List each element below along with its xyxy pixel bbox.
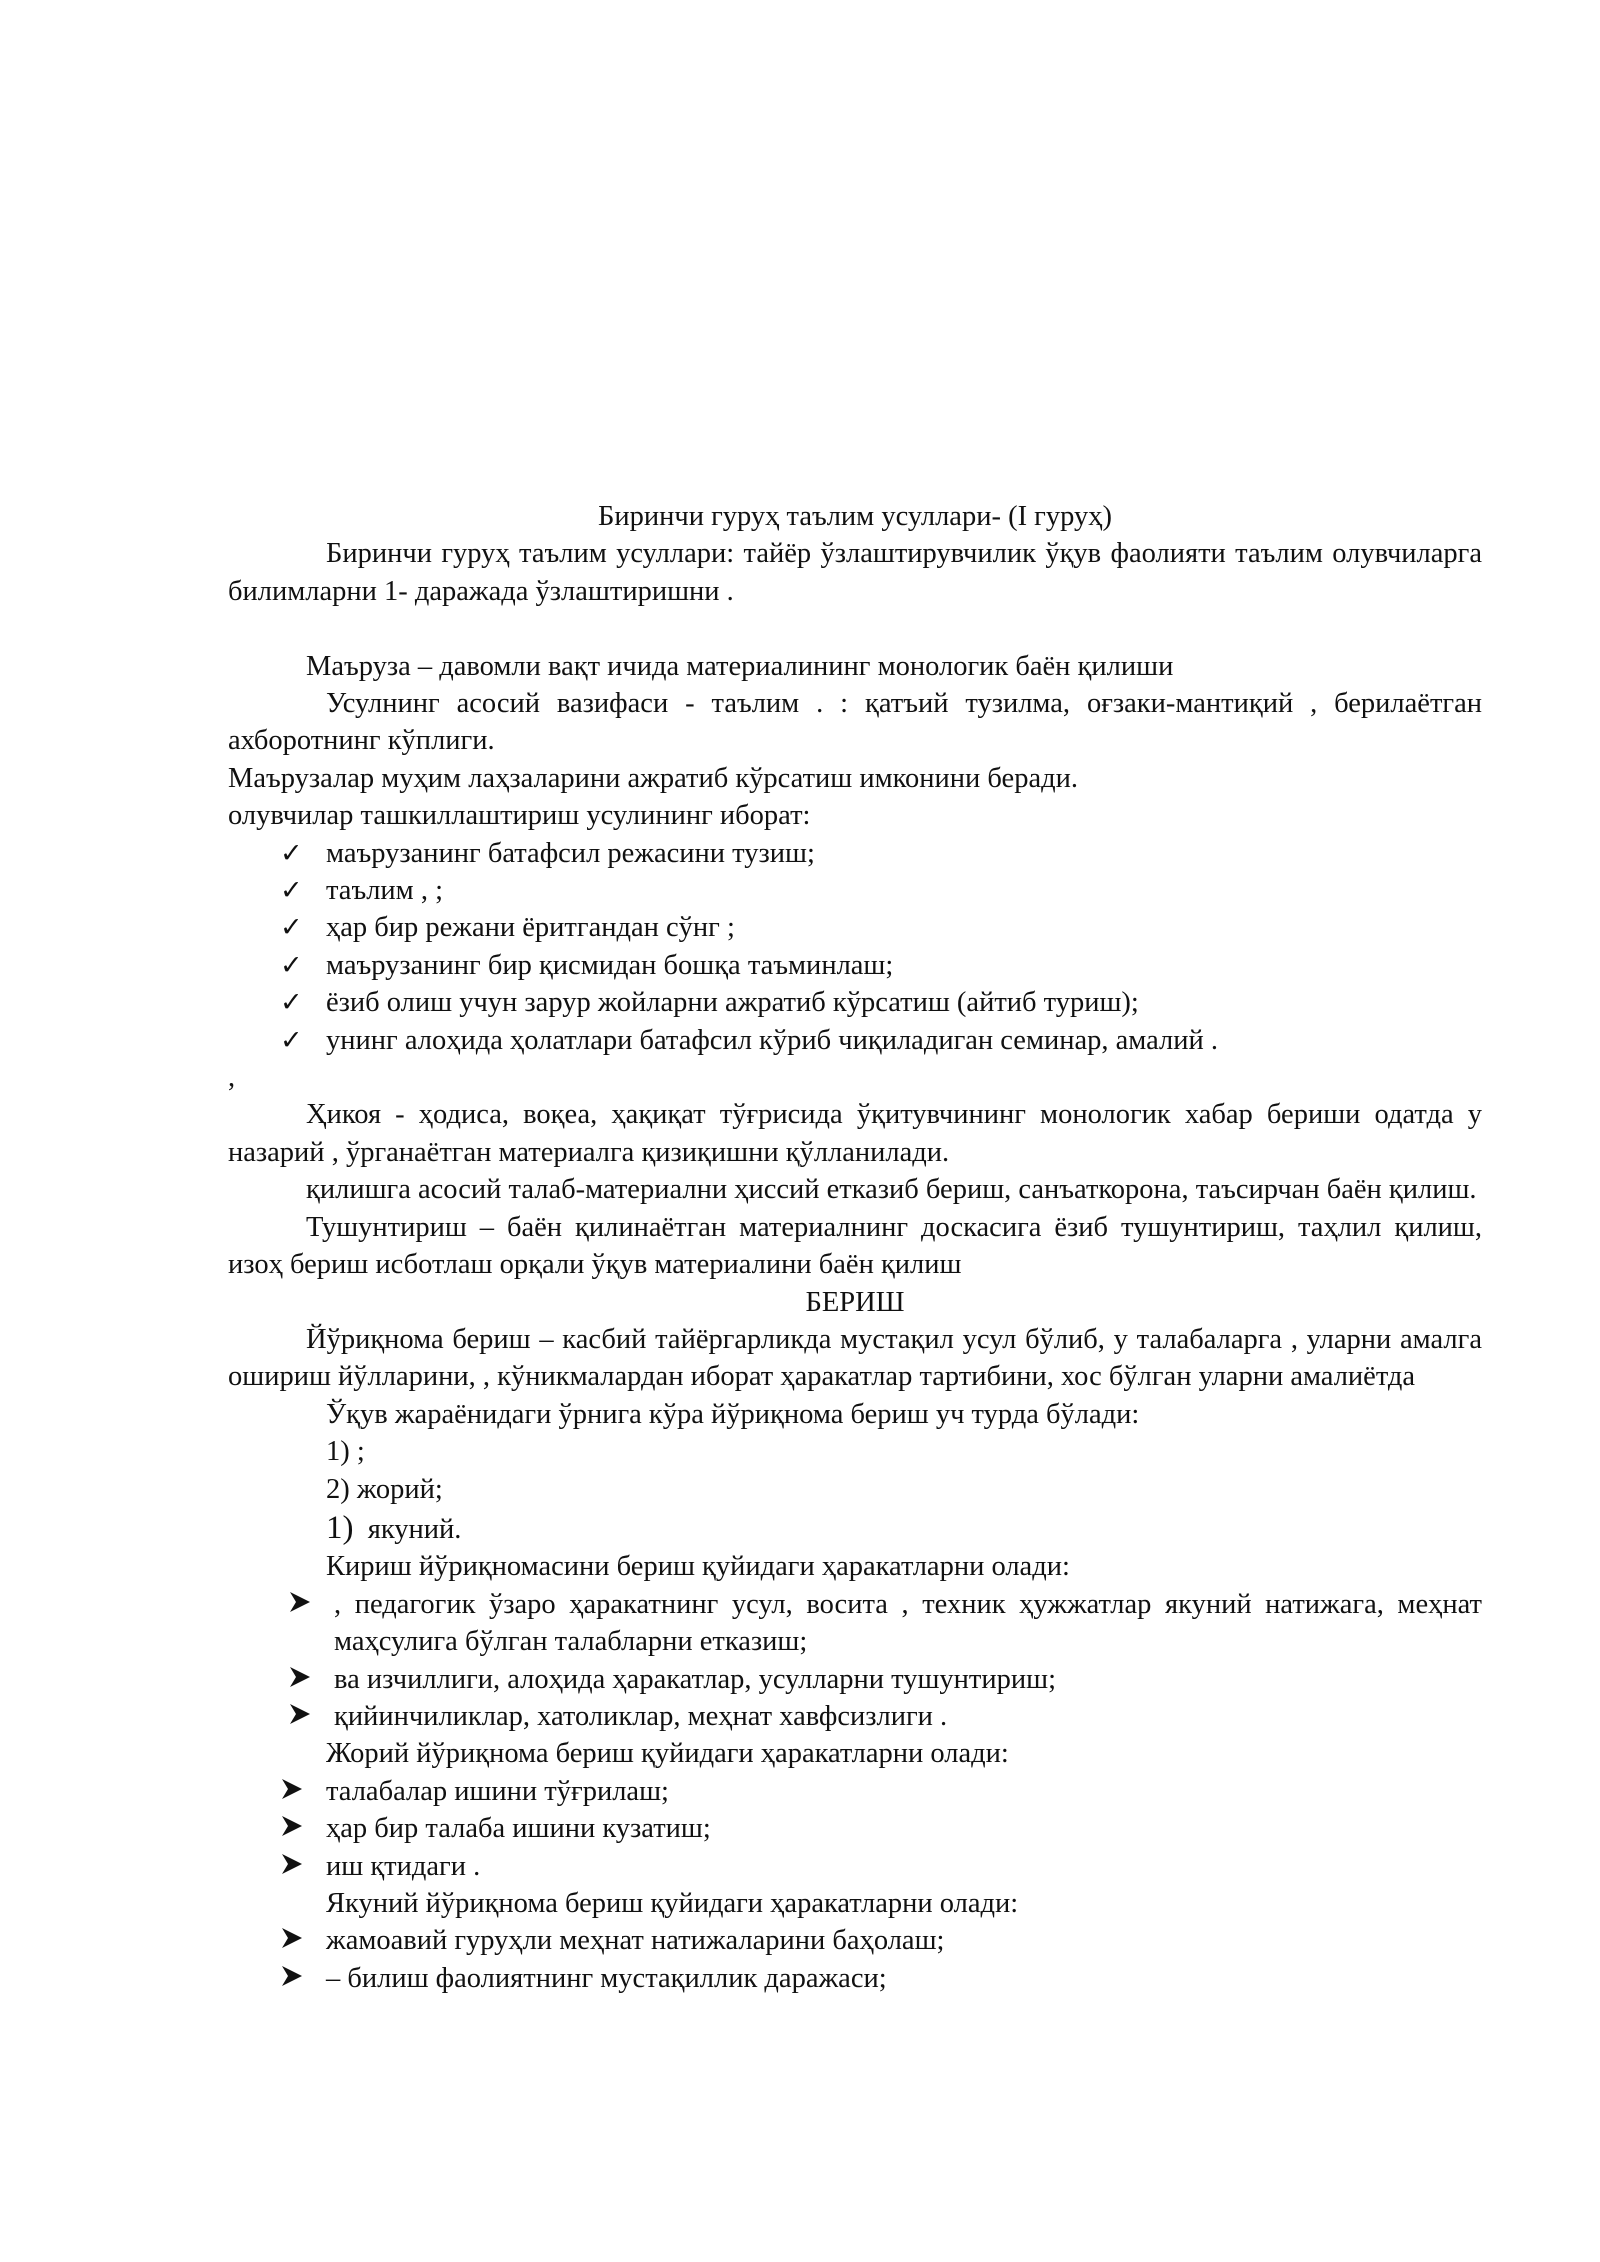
arrowhead-bullet-icon [288, 1662, 312, 1699]
intro-instruction-heading: Кириш йўриқномасини бериш қуйидаги ҳаракатларни олади: [326, 1551, 1070, 1583]
types-intro: Ўқув жараёнидаги ўрнига кўра йўриқнома бериш уч турда бўлади: [326, 1398, 1140, 1430]
arrow-list-item: , педагогик ўзаро ҳаракатнинг усул, восита , техник ҳужжатлар якуний натижага, меҳнат маҳсулига бўлган талабларни етказиш; [228, 1586, 1482, 1661]
arrowhead-bullet-icon [280, 1811, 304, 1848]
check-mark-icon: ✓ [280, 1024, 303, 1056]
blank-line [228, 610, 1482, 647]
check-list [228, 835, 1482, 1059]
arrowhead-bullet-icon [280, 1923, 304, 1960]
arrow-list-item: жамоавий гуруҳли меҳнат натижаларини баҳолаш; [228, 1922, 1482, 1959]
arrowhead-bullet-icon [288, 1699, 312, 1736]
arrow-list-item: иш қтидаги . [228, 1848, 1482, 1885]
organization-heading: олувчилар ташкиллаштириш усулининг иборат: [228, 800, 811, 832]
type-item-1: 1) ; [326, 1436, 365, 1468]
method-task-paragraph: Усулнинг асосий вазифаси - таълим . : қатъий тузилма, оғзаки-мантиқий , берилаётган ахборотнинг кўплиги. [228, 688, 1482, 757]
arrow-list-item: ва изчиллиги, алоҳида ҳаракатлар, усулларни тушунтириш; [228, 1661, 1482, 1698]
arrowhead-bullet-icon [280, 1961, 304, 1998]
current-instruction-heading: Жорий йўриқнома бериш қуйидаги ҳаракатларни олади: [326, 1738, 1009, 1770]
section-subheading: БЕРИШ [805, 1286, 905, 1318]
check-mark-icon: ✓ [280, 875, 303, 907]
check-list-item: ✓ маърузанинг бир қисмидан бошқа таъминлаш; [228, 947, 1482, 984]
check-mark-icon: ✓ [280, 949, 303, 981]
arrowhead-bullet-icon [280, 1774, 304, 1811]
lecture-definition: Маъруза – давомли вақт ичида материалининг монологик баён қилиши [306, 650, 1174, 682]
check-list-item: ✓ ёзиб олиш учун зарур жойларни ажратиб кўрсатиш (айтиб туриш); [228, 984, 1482, 1021]
lecture-note: Маърузалар муҳим лаҳзаларини ажратиб кўрсатиш имконини беради. [228, 762, 1078, 794]
type-item-3-number: 1) [326, 1509, 354, 1546]
arrowhead-bullet-icon [288, 1587, 312, 1624]
story-requirement: қилишга асосий талаб-материални ҳиссий етказиб бериш, санъаткорона, таъсирчан баён қилиш. [306, 1174, 1477, 1206]
arrow-list-item: – билиш фаолиятнинг мустақиллик даражаси; [228, 1960, 1482, 1997]
document-title: Биринчи гуруҳ таълим усуллари- (I гуруҳ) [598, 501, 1112, 532]
type-item-3-text: якуний. [367, 1513, 462, 1545]
story-definition: Ҳикоя - ҳодиса, воқеа, ҳақиқат тўғрисида ўқитувчининг монологик хабар бериши одатда у назарий , ўрганаётган материалга қизиқишни қўлланилади. [228, 1099, 1482, 1168]
final-instruction-list [228, 1922, 1482, 1997]
check-mark-icon: ✓ [280, 987, 303, 1019]
final-instruction-heading: Якуний йўриқнома бериш қуйидаги ҳаракатларни олади: [326, 1888, 1019, 1920]
explanation-definition: Тушунтириш – баён қилинаётган материалнинг доскасига ёзиб тушунтириш, таҳлил қилиш, изоҳ бериш исботлаш орқали ўқув материалини баён қилиш [228, 1211, 1482, 1281]
arrowhead-bullet-icon [280, 1849, 304, 1886]
check-mark-icon: ✓ [280, 837, 303, 869]
arrow-list-item: талабалар ишини тўғрилаш; [228, 1773, 1482, 1810]
check-list-item: ✓ ҳар бир режани ёритгандан сўнг ; [228, 909, 1482, 946]
stray-comma: , [228, 1062, 236, 1094]
check-list-item: ✓ таълим , ; [228, 872, 1482, 909]
intro-instruction-list [228, 1586, 1482, 1736]
current-instruction-list [228, 1773, 1482, 1885]
type-item-2: 2) жорий; [326, 1473, 443, 1505]
instruction-definition: Йўриқнома бериш – касбий тайёргарликда мустақил усул бўлиб, у талабаларга , уларни амалга ошириш йўлларини, , кўникмалардан иборат ҳаракатлар тартибини, хос бўлган уларни амалиётда [228, 1323, 1482, 1393]
arrow-list-item: қийинчиликлар, хатоликлар, меҳнат хавфсизлиги . [228, 1698, 1482, 1735]
document-page [228, 498, 1482, 1997]
check-list-item: ✓ унинг алоҳида ҳолатлари батафсил кўриб чиқиладиган семинар, амалий . [228, 1022, 1482, 1059]
arrow-list-item: ҳар бир талаба ишини кузатиш; [228, 1810, 1482, 1847]
intro-paragraph: Биринчи гуруҳ таълим усуллари: тайёр ўзлаштирувчилик ўқув фаолияти таълим олувчиларга билимларни 1- даражада ўзлаштиришни . [228, 538, 1482, 607]
check-list-item: ✓ маърузанинг батафсил режасини тузиш; [228, 835, 1482, 872]
type-item-3 [228, 1508, 1482, 1548]
check-mark-icon: ✓ [280, 912, 303, 944]
